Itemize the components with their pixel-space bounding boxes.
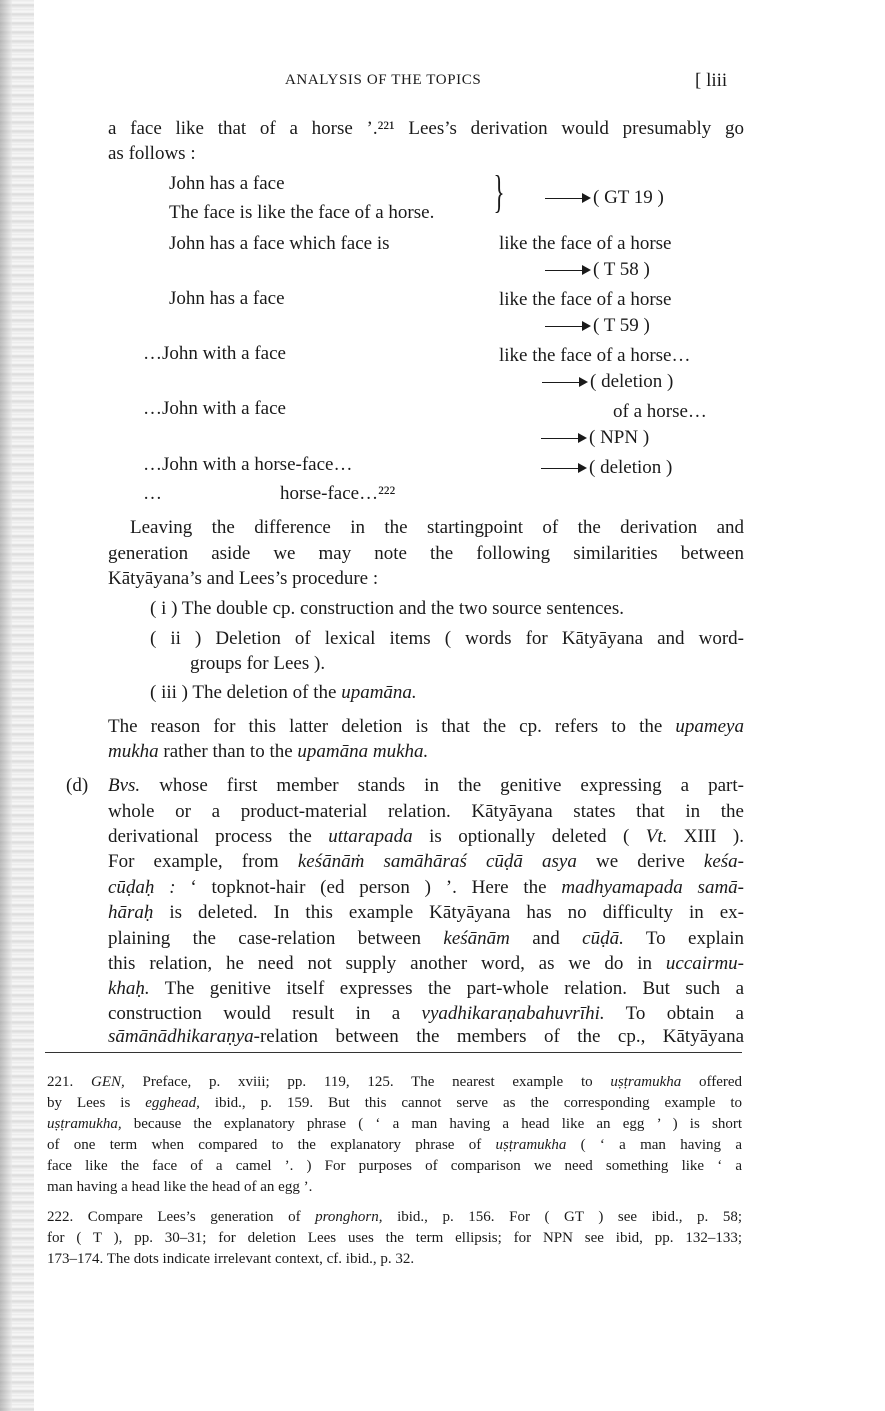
term: keśānāṁ samāhāraś cūḍā asya: [297, 851, 577, 872]
running-header: ANALYSIS OF THE TOPICS: [285, 72, 482, 88]
para2-line-2: [108, 739, 428, 764]
fn221-line-4: [47, 1135, 742, 1156]
term: cūḍā.: [582, 928, 624, 949]
deriv-row8-left: …: [143, 483, 162, 504]
deletion-label: ( deletion ): [590, 371, 674, 392]
term: GEN,: [91, 1074, 125, 1090]
term: uccairmu-: [665, 953, 744, 974]
t58-label: ( T 58 ): [593, 259, 650, 280]
deriv-row6-left: …John with a face: [143, 398, 286, 419]
text: For example, from: [108, 851, 298, 872]
para1-line-2: generation aside we may note the following similarities between: [108, 543, 744, 564]
deriv-row5-left: …John with a face: [143, 343, 286, 364]
text: derivational process the: [108, 826, 329, 847]
deriv-npn: [541, 425, 649, 450]
deriv-row7-left: …John with a horse-face…: [143, 454, 353, 475]
intro-line-2: as follows :: [108, 143, 196, 164]
text: whose first member stands in the genitive expressing a part-: [140, 775, 744, 796]
text: this relation, he need not supply another word, as we do in: [108, 953, 666, 974]
deriv-t59: [545, 313, 650, 338]
fn221-line-1: [47, 1072, 742, 1093]
term: uttarapada: [328, 826, 413, 847]
deriv-t58: [545, 257, 650, 282]
term: vyadhikaraṇabahuvrīhi.: [421, 1003, 605, 1024]
section-d-line-11: [108, 1024, 744, 1049]
text: To obtain a: [604, 1003, 744, 1024]
deriv-row2-left: The face is like the face of a horse.: [169, 202, 435, 223]
text: ibid., p. 156. For ( GT ) see ibid., p. 58;: [382, 1209, 742, 1225]
para1-line-1: Leaving the difference in the startingpoint of the derivation and: [130, 517, 744, 538]
fn221-line-2: [47, 1093, 742, 1114]
term: uṣṭramukha: [610, 1074, 682, 1090]
term: egghead,: [145, 1095, 200, 1111]
text: 222. Compare Lees’s generation of: [47, 1209, 316, 1225]
list-item-ii-a: ( ii ) Deletion of lexical items ( words for Kātyāyana and word-: [150, 628, 744, 649]
list-item-iii-text: ( iii ) The deletion of the: [150, 682, 342, 703]
section-d-line-10: [108, 1001, 744, 1026]
text: and: [509, 928, 583, 949]
term: Vt.: [645, 826, 668, 847]
fn221-line-3: [47, 1114, 742, 1135]
text: by Lees is: [47, 1095, 146, 1111]
deriv-gt19: [545, 185, 664, 210]
para1-line-3: Kātyāyana’s and Lees’s procedure :: [108, 568, 379, 589]
arrow-icon: [542, 382, 586, 383]
deriv-deletion-1: [542, 369, 673, 394]
section-d-line-4: [108, 849, 744, 874]
term: pronghorn,: [315, 1209, 383, 1225]
list-item-ii-b: groups for Lees ).: [190, 653, 326, 674]
term: sāmānādhikaraṇya: [108, 1026, 254, 1047]
text: because the explanatory phrase ( ‘ a man having a head like an egg ’ ) is short: [121, 1116, 742, 1132]
term: khaḥ.: [108, 978, 150, 999]
para2-term: upamāna mukha.: [297, 741, 429, 762]
section-d-line-8: [108, 951, 744, 976]
text: is deleted. In this example Kātyāyana has no difficulty in ex-: [153, 902, 744, 923]
deriv-row8-mid: horse-face…²²²: [280, 483, 396, 504]
arrow-icon: [541, 468, 585, 469]
text: plaining the case-relation between: [108, 928, 444, 949]
section-d-line-2: whole or a product-material relation. Kātyāyana states that in the: [108, 801, 744, 822]
scan-edge-dark: [0, 0, 12, 1411]
para2-text: rather than to the: [158, 741, 298, 762]
npn-label: ( NPN ): [589, 427, 650, 448]
text: ( ‘ a man having a: [566, 1137, 742, 1153]
text: construction would result in a: [108, 1003, 422, 1024]
text: of one term when compared to the explanatory phrase of: [47, 1137, 496, 1153]
section-d-label: (d): [66, 775, 89, 796]
text: 221.: [47, 1074, 92, 1090]
deriv-row6-right: of a horse…: [613, 401, 707, 422]
list-item-iii-term: upamāna.: [341, 682, 417, 703]
section-d-line-5: [108, 875, 744, 900]
intro-line-1: a face like that of a horse ’.²²¹ Lees’s derivation would presumably go: [108, 118, 744, 139]
term: keśa-: [703, 851, 744, 872]
deletion-label: ( deletion ): [589, 457, 673, 478]
text: we derive: [576, 851, 704, 872]
text: Preface, p. xviii; pp. 119, 125. The nearest example to: [124, 1074, 611, 1090]
para2-line-1: [108, 714, 744, 739]
gt19-label: ( GT 19 ): [593, 187, 664, 208]
section-d-line-7: [108, 926, 744, 951]
arrow-icon: [545, 326, 589, 327]
term: uṣṭramukha,: [47, 1116, 122, 1132]
text: offered: [681, 1074, 743, 1090]
deriv-row5-right: like the face of a horse…: [499, 345, 691, 366]
right-brace: }: [493, 166, 505, 217]
text: XIII ).: [667, 826, 745, 847]
deriv-row4-right: like the face of a horse: [499, 289, 672, 310]
list-item-i: ( i ) The double cp. construction and the two source sentences.: [150, 598, 624, 619]
fn221-line-5: face like the face of a camel ’. ) For purposes of comparison we need something like ‘ a: [47, 1158, 742, 1174]
para2-term: mukha: [108, 741, 159, 762]
page-number: [ liii: [695, 70, 728, 91]
term: hāraḥ: [108, 902, 154, 923]
text: ibid., p. 159. But this cannot serve as the corresponding example to: [199, 1095, 742, 1111]
term: cūḍaḥ :: [108, 877, 176, 898]
section-d-line-3: [108, 824, 744, 849]
section-d-line-9: [108, 976, 744, 1001]
text: is optionally deleted (: [412, 826, 646, 847]
arrow-icon: [541, 438, 585, 439]
section-d-line-6: [108, 900, 744, 925]
deriv-row3-right: like the face of a horse: [499, 233, 672, 254]
term: keśānām: [443, 928, 510, 949]
term: madhyamapada samā-: [561, 877, 744, 898]
term: uṣṭramukha: [495, 1137, 567, 1153]
fn222-line-3: 173–174. The dots indicate irrelevant context, cf. ibid., p. 32.: [47, 1251, 415, 1267]
deriv-row4-left: John has a face: [169, 288, 285, 309]
text: ‘ topknot-hair (ed person ) ’. Here the: [175, 877, 562, 898]
text: -relation between the members of the cp., Kātyāyana: [253, 1026, 744, 1047]
deriv-row1-left: John has a face: [169, 173, 285, 194]
arrow-icon: [545, 198, 589, 199]
deriv-deletion-2: [541, 455, 672, 480]
fn222-line-2: for ( T ), pp. 30–31; for deletion Lees uses the term ellipsis; for NPN see ibid, pp. 132–133;: [47, 1230, 742, 1246]
fn222-line-1: [47, 1207, 742, 1228]
para2-text: The reason for this latter deletion is that the cp. refers to the: [108, 716, 676, 737]
footnote-rule: [45, 1052, 742, 1053]
section-d-line-1: [108, 773, 744, 798]
fn221-line-6: man having a head like the head of an egg ’.: [47, 1179, 313, 1195]
text: The genitive itself expresses the part-whole relation. But such a: [149, 978, 744, 999]
text: To explain: [623, 928, 744, 949]
t59-label: ( T 59 ): [593, 315, 650, 336]
para2-term: upameya: [675, 716, 744, 737]
term: Bvs.: [108, 775, 141, 796]
deriv-row3-left: John has a face which face is: [169, 233, 390, 254]
list-item-iii: [150, 680, 417, 705]
arrow-icon: [545, 270, 589, 271]
